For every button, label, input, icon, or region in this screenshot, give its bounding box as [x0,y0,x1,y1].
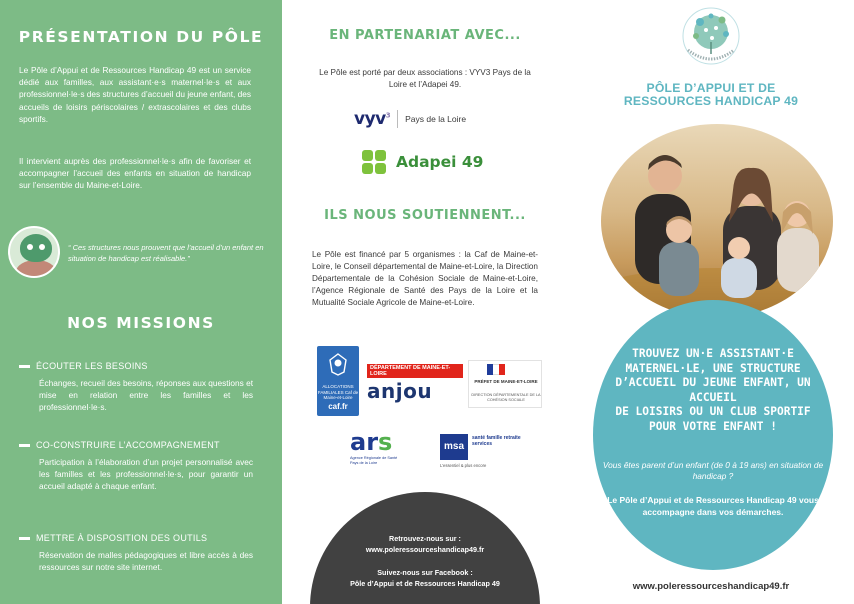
website-url-link[interactable]: www.poleressourceshandicap49.fr [632,581,790,592]
anjou-logo [367,364,463,404]
left-panel [0,0,282,604]
avatar-eye-left [27,244,33,250]
dash-icon [19,444,30,447]
presentation-paragraph-2: Il intervient auprès des professionnel·le·s afin de favoriser et accompagner l’accueil des enfants en situation de handicap sur l’ensemble du Maine-et-Loire. [19,156,251,191]
caf-logo [317,346,359,416]
avatar-eye-right [39,244,45,250]
dash-icon [19,365,30,368]
adapei-logo [360,148,483,176]
middle-panel [282,0,568,604]
teal-circle [593,300,833,570]
teal-headline-line-5: POUR VOTRE ENFANT ! [649,419,777,433]
teal-headline-line-2: MATERNEL·LE, UNE STRUCTURE [625,361,801,375]
contact-facebook-link[interactable]: Pôle d’Appui et de Ressources Handicap 49 [350,578,500,588]
contact-website-label: Retrouvez-nous sur : [389,534,461,543]
contact-website-link[interactable]: www.poleressourceshandicap49.fr [365,544,485,554]
msa-logo-box: msa [440,434,468,460]
contact-website [310,534,540,555]
partner-text: Le Pôle est porté par deux associations : VYV3 Pays de la Loire et l’Adapei 49. [319,68,531,89]
teal-question: Vous êtes parent d’un enfant (de 0 à 19 ans) en situation de handicap ? [602,460,824,481]
mission-item-tools [19,533,259,573]
missions-title: NOS MISSIONS [67,314,215,332]
mission-title-text: METTRE À DISPOSITION DES OUTILS [36,533,208,543]
mission-title [19,533,259,543]
testimonial [8,226,278,286]
vyv-logo [354,106,504,132]
presentation-title: PRÉSENTATION DU PÔLE [18,28,264,46]
ars-logo [350,430,420,470]
mission-item-listen [19,361,259,414]
family-photo [601,124,833,318]
support-text: Le Pôle est financé par 5 organismes : la Caf de Maine-et-Loire, le Conseil départemental de Maine-et-Loire, la Direction Départementale de la Cohésion Sociale de Maine-et-Loire, l’Agence Régionale de Santé des Pays de la Loire et la Mutualité Sociale Agricole de Maine-et-Loire. [312,250,538,307]
prefet-logo [468,360,542,408]
vyv-logo-mark: vyv$^3$ [354,109,391,129]
avatar-face [20,234,52,262]
anjou-logo-top: DÉPARTEMENT DE MAINE-ET-LOIRE [367,364,463,378]
mission-title [19,440,259,450]
mission-text: Réservation de malles pédagogiques et libre accès à des ressources sur notre site internet. [39,550,253,573]
mission-title-text: ÉCOUTER LES BESOINS [36,361,148,371]
vyv-logo-separator [397,110,398,128]
mission-item-coconstruct [19,440,259,493]
ars-logo-subtitle: Agence Régionale de Santé Pays de la Loire [350,456,398,465]
vyv-logo-region: Pays de la Loire [405,114,467,124]
caf-logo-label: ALLOCATIONS FAMILIALES Caf de Maine-et-Loire [317,384,359,400]
caf-logo-name: caf.fr [328,402,348,411]
contact-facebook [310,568,540,589]
teal-headline-line-3: D’ACCUEIL DU JEUNE ENFANT, UN ACCUEIL [615,376,811,404]
funder-logos-row-1 [312,346,542,416]
pole-title-line-2: RESSOURCES HANDICAP 49 [623,94,799,108]
partner-title: EN PARTENARIAT AVEC... [329,28,521,43]
teal-headline [590,347,836,435]
family-illustration [601,124,833,318]
teal-note: Le Pôle d’Appui et de Ressources Handicap 49 vous accompagne dans vos démarches. [607,495,819,517]
dash-icon [19,537,30,540]
caf-emblem-icon [328,352,348,376]
pole-title [568,82,854,108]
msa-logo-words: santé famille retraite services [472,435,521,447]
anjou-logo-name: anjou [367,379,433,403]
pole-logo-icon [676,6,746,70]
teal-headline-line-4: DE LOISIRS OU UN CLUB SPORTIF [615,405,811,419]
avatar-body [16,260,56,278]
right-panel [568,0,854,604]
funder-logos-row-2 [312,428,542,474]
contact-facebook-label: Suivez-nous sur Facebook : [377,568,473,577]
avatar [8,226,60,278]
testimonial-quote: “ Ces structures nous prouvent que l’accueil d’un enfant en situation de handicap est réalisable.” [68,243,264,263]
mission-title [19,361,259,371]
pole-title-line-1: PÔLE D’APPUI ET DE [646,81,776,95]
ars-logo-name: ars [350,428,393,456]
teal-headline-line-1: TROUVEZ UN·E ASSISTANT·E [632,347,794,360]
mission-text: Échanges, recueil des besoins, réponses aux questions et mise en relation entre les familles et les professionnel·le·s. [39,378,254,413]
support-title: ILS NOUS SOUTIENNENT... [324,208,526,223]
mission-text: Participation à l’élaboration d’un projet personnalisé avec les familles et les professionnel·le·s, pour garantir un accueil adapté à chaque enfant. [39,457,253,492]
prefet-logo-direction: DIRECTION DÉPARTEMENTALE DE LA COHÉSION SOCIALE [471,393,541,402]
presentation-paragraph-1: Le Pôle d’Appui et de Ressources Handicap 49 est un service dédié aux familles, aux assistant·e·s maternel·le·s et aux professionnel·le·s des structures d’accueil du jeune enfant, des accueils de loisirs périscolaires / extrascolaires et des clubs sportifs. [19,65,251,124]
prefet-logo-name: PRÉFET DE MAINE-ET-LOIRE [474,379,538,384]
mission-title-text: CO-CONSTRUIRE L’ACCOMPAGNEMENT [36,440,220,450]
msa-logo-tagline: L’essentiel & plus encore [440,463,487,468]
adapei-logo-name: Adapei 49 [396,153,484,171]
puzzle-icon [360,149,390,175]
msa-logo [440,434,530,470]
french-flag-icon [487,364,505,375]
